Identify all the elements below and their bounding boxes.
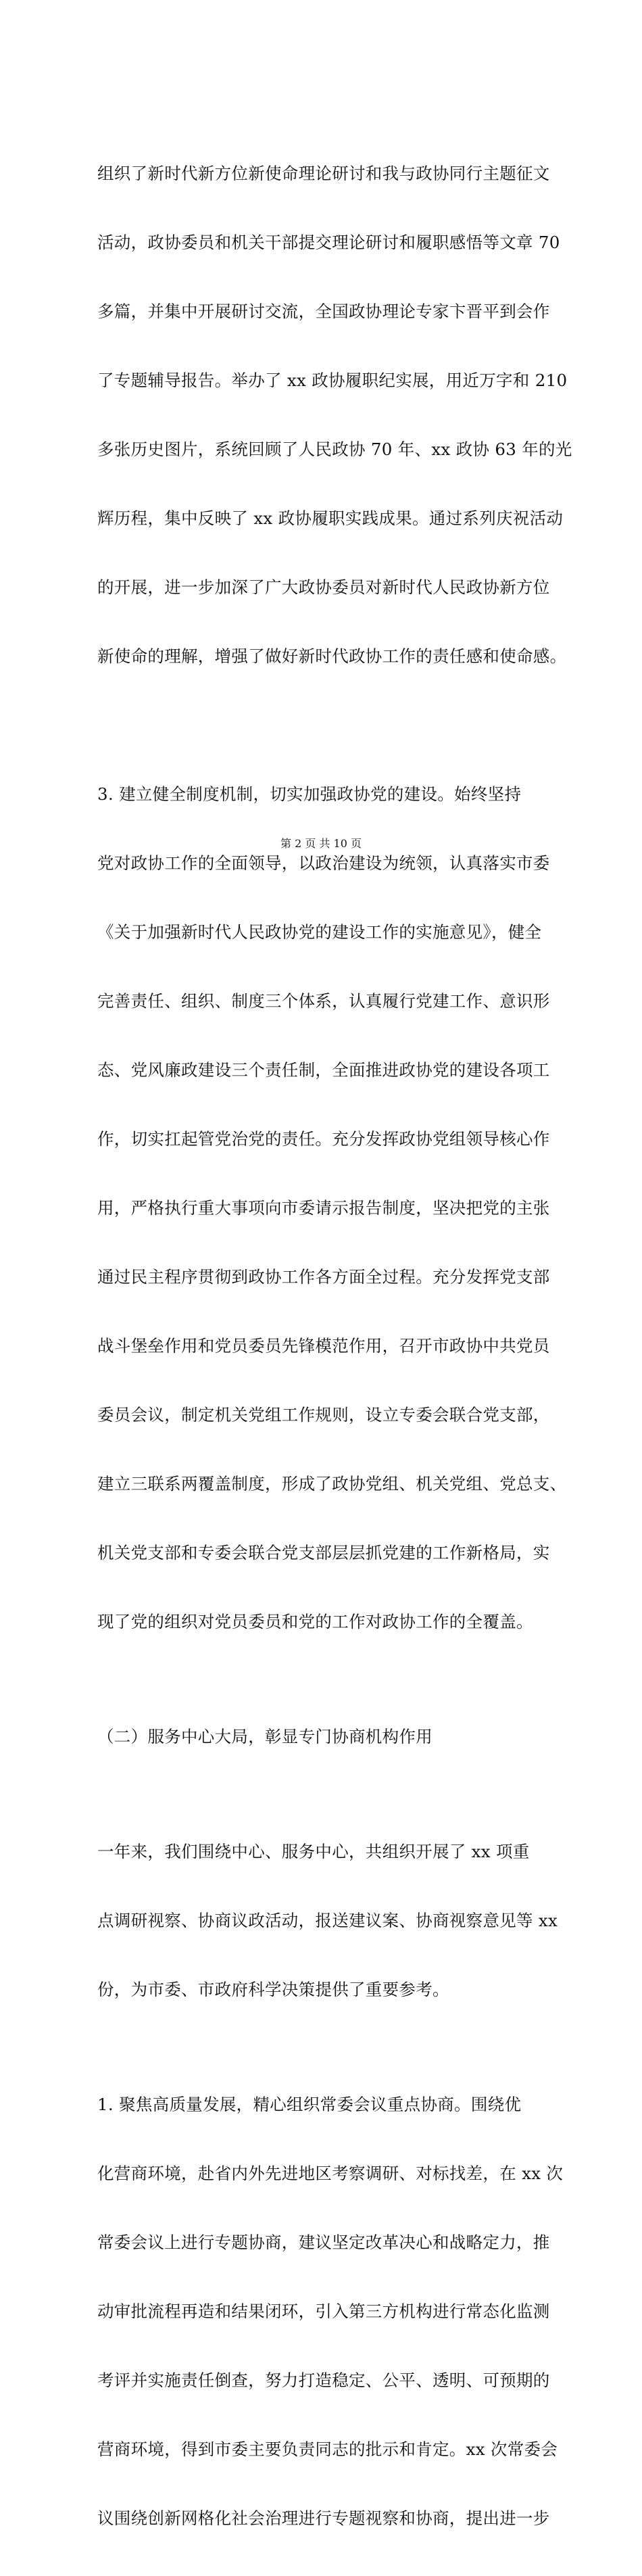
text-line: 建立三联系两覆盖制度，形成了政协党组、机关党组、党总支、	[97, 1474, 567, 1494]
text-line: 完善责任、组织、制度三个体系，认真履行党建工作、意识形	[97, 991, 550, 1011]
text-line: 多张历史图片，系统回顾了人民政协 70 年、xx 政协 63 年的光	[97, 439, 572, 459]
text-line: 作，切实扛起管党治党的责任。充分发挥政协党组领导核心作	[97, 1129, 550, 1149]
document-body	[97, 116, 570, 2576]
text-line: 战斗堡垒作用和党员委员先锋模范作用，召开市政协中共党员	[97, 1336, 550, 1356]
text-line: 辉历程，集中反映了 xx 政协履职实践成果。通过系列庆祝活动	[97, 508, 564, 528]
text-line: 党对政协工作的全面领导，以政治建设为统领，认真落实市委	[97, 853, 550, 873]
page-footer: 第 2 页 共 10 页	[280, 837, 362, 850]
heading-line: （二）服务中心大局，彰显专门协商机构作用	[97, 1727, 433, 1746]
paragraph-overview	[97, 1794, 570, 2047]
text-line: 动审批流程再造和结果闭环，引入第三方机构进行常态化监测	[97, 2301, 550, 2321]
text-line: 一年来，我们围绕中心、服务中心，共组织开展了 xx 项重	[97, 1842, 530, 1861]
text-line: 营商环境，得到市委主要负责同志的批示和肯定。xx 次常委会	[97, 2439, 558, 2459]
paragraph-high-quality-development	[97, 2047, 570, 2576]
text-line: 组织了新时代新方位新使命理论研讨和我与政协同行主题征文	[97, 164, 550, 183]
section-heading	[97, 1679, 570, 1794]
text-line: 新使命的理解，增强了做好新时代政协工作的责任感和使命感。	[97, 646, 567, 666]
text-line: 委员会议，制定机关党组工作规则，设立专委会联合党支部，	[97, 1405, 550, 1425]
text-line: 3. 建立健全制度机制，切实加强政协党的建设。始终坚持	[97, 784, 522, 804]
text-line: 1. 聚焦高质量发展，精心组织常委会议重点协商。围绕优	[97, 2095, 522, 2114]
text-line: 议围绕创新网格化社会治理进行专题视察和协商，提出进一步	[97, 2508, 550, 2528]
text-line: 份，为市委、市政府科学决策提供了重要参考。	[97, 1980, 449, 1999]
text-line: 的开展，进一步加深了广大政协委员对新时代人民政协新方位	[97, 577, 550, 597]
text-line: 点调研视察、协商议政活动，报送建议案、协商视察意见等 xx	[97, 1911, 558, 1930]
text-line: 态、党风廉政建设三个责任制，全面推进政协党的建设各项工	[97, 1060, 550, 1080]
text-line: 现了党的组织对党员委员和党的工作对政协工作的全覆盖。	[97, 1612, 533, 1631]
text-line: 考评并实施责任倒查，努力打造稳定、公平、透明、可预期的	[97, 2370, 550, 2390]
text-line: 化营商环境，赴省内外先进地区考察调研、对标找差，在 xx 次	[97, 2164, 564, 2183]
text-line: 通过民主程序贯彻到政协工作各方面全过程。充分发挥党支部	[97, 1267, 550, 1287]
text-line: 了专题辅导报告。举办了 xx 政协履职纪实展，用近万字和 210	[97, 371, 568, 390]
text-line: 活动，政协委员和机关干部提交理论研讨和履职感悟等文章 70	[97, 233, 560, 252]
paragraph-party-building	[97, 737, 570, 1679]
paragraph-gap	[97, 714, 570, 737]
text-line: 用，严格执行重大事项向市委请示报告制度，坚决把党的主张	[97, 1198, 550, 1218]
text-line: 常委会议上进行专题协商，建议坚定改革决心和战略定力，推	[97, 2233, 550, 2252]
text-line: 机关党支部和专委会联合党支部层层抓党建的工作新格局，实	[97, 1543, 550, 1563]
text-line: 《关于加强新时代人民政协党的建设工作的实施意见》，健全	[97, 922, 542, 942]
paragraph-celebration-activities	[97, 116, 570, 714]
text-line: 多篇，并集中开展研讨交流，全国政协理论专家卞晋平到会作	[97, 302, 550, 321]
